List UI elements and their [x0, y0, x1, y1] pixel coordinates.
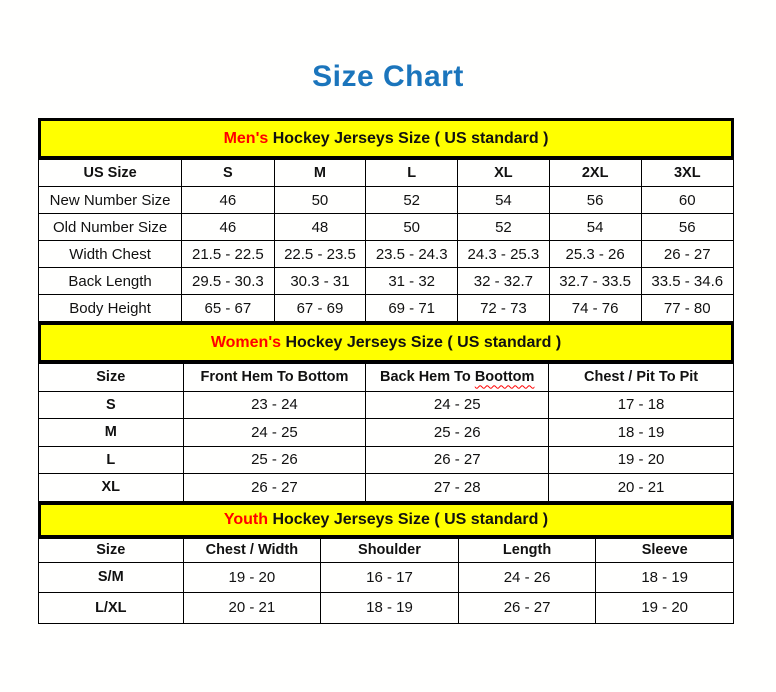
cell-value: 30.3 - 31: [274, 268, 366, 295]
cell-value: 18 - 19: [596, 562, 734, 593]
row-label: Width Chest: [39, 241, 182, 268]
header-row: [39, 538, 734, 562]
table-row: [39, 295, 734, 322]
cell-value: 60: [641, 187, 733, 214]
cell-value: 23 - 24: [183, 391, 366, 419]
table-row: [39, 268, 734, 295]
column-header: XL: [458, 160, 550, 187]
row-label: L: [39, 446, 184, 474]
column-header: Chest / Pit To Pit: [549, 364, 734, 392]
column-header: M: [274, 160, 366, 187]
row-label: L/XL: [39, 593, 184, 624]
row-label: Back Length: [39, 268, 182, 295]
cell-value: 69 - 71: [366, 295, 458, 322]
column-header: Chest / Width: [183, 538, 321, 562]
cell-value: 18 - 19: [321, 593, 459, 624]
cell-value: 18 - 19: [549, 419, 734, 447]
header-row: [39, 160, 734, 187]
cell-value: 46: [182, 187, 274, 214]
column-header: L: [366, 160, 458, 187]
column-header: 3XL: [641, 160, 733, 187]
column-header: [366, 364, 549, 392]
cell-value: 32.7 - 33.5: [549, 268, 641, 295]
cell-value: 25 - 26: [183, 446, 366, 474]
womens-band-text: Hockey Jerseys Size ( US standard ): [281, 334, 562, 351]
page-title: Size Chart: [312, 60, 464, 93]
cell-value: 17 - 18: [549, 391, 734, 419]
table-row: [39, 241, 734, 268]
cell-value: 50: [274, 187, 366, 214]
column-header: Size: [39, 364, 184, 392]
row-label: M: [39, 419, 184, 447]
size-chart: [38, 118, 734, 624]
column-header-text: Back Hem To: [380, 369, 475, 386]
cell-value: 72 - 73: [458, 295, 550, 322]
mens-size-table: [38, 159, 734, 322]
section-mens: [38, 118, 734, 322]
table-row: [39, 187, 734, 214]
womens-section-band: [38, 322, 734, 363]
youth-band-highlight: Youth: [223, 510, 268, 528]
cell-value: 19 - 20: [596, 593, 734, 624]
header-row: [39, 364, 734, 392]
row-label: S: [39, 391, 184, 419]
column-header: US Size: [39, 160, 182, 187]
column-header: S: [182, 160, 274, 187]
cell-value: 22.5 - 23.5: [274, 241, 366, 268]
cell-value: 29.5 - 30.3: [182, 268, 274, 295]
youth-band-text: Hockey Jerseys Size ( US standard ): [268, 510, 549, 528]
cell-value: 26 - 27: [641, 241, 733, 268]
cell-value: 19 - 20: [549, 446, 734, 474]
row-label: S/M: [39, 562, 184, 593]
mens-section-band: [38, 118, 734, 159]
cell-value: 26 - 27: [183, 474, 366, 502]
mens-band-highlight: Men's: [223, 130, 269, 147]
youth-size-table: [38, 538, 734, 624]
cell-value: 48: [274, 214, 366, 241]
table-row: [39, 562, 734, 593]
cell-value: 24 - 25: [183, 419, 366, 447]
section-womens: [38, 322, 734, 502]
cell-value: 46: [182, 214, 274, 241]
cell-value: 20 - 21: [549, 474, 734, 502]
cell-value: 24.3 - 25.3: [458, 241, 550, 268]
column-header: Sleeve: [596, 538, 734, 562]
cell-value: 54: [458, 187, 550, 214]
cell-value: 74 - 76: [549, 295, 641, 322]
cell-value: 52: [366, 187, 458, 214]
table-row: [39, 214, 734, 241]
cell-value: 19 - 20: [183, 562, 321, 593]
cell-value: 24 - 25: [366, 391, 549, 419]
section-youth: [38, 502, 734, 624]
youth-section-band: [38, 502, 734, 538]
cell-value: 21.5 - 22.5: [182, 241, 274, 268]
cell-value: 56: [641, 214, 733, 241]
cell-value: 26 - 27: [458, 593, 596, 624]
cell-value: 50: [366, 214, 458, 241]
column-header: Front Hem To Bottom: [183, 364, 366, 392]
cell-value: 33.5 - 34.6: [641, 268, 733, 295]
cell-value: 24 - 26: [458, 562, 596, 593]
row-label: XL: [39, 474, 184, 502]
womens-band-highlight: Women's: [210, 334, 282, 351]
cell-value: 65 - 67: [182, 295, 274, 322]
cell-value: 54: [549, 214, 641, 241]
womens-size-table: [38, 363, 734, 502]
cell-value: 25.3 - 26: [549, 241, 641, 268]
table-row: [39, 446, 734, 474]
column-header: Length: [458, 538, 596, 562]
table-row: [39, 474, 734, 502]
cell-value: 27 - 28: [366, 474, 549, 502]
cell-value: 31 - 32: [366, 268, 458, 295]
table-row: [39, 419, 734, 447]
mens-band-text: Hockey Jerseys Size ( US standard ): [268, 130, 549, 147]
column-header: Shoulder: [321, 538, 459, 562]
cell-value: 20 - 21: [183, 593, 321, 624]
table-row: [39, 593, 734, 624]
cell-value: 56: [549, 187, 641, 214]
column-header: Size: [39, 538, 184, 562]
cell-value: 52: [458, 214, 550, 241]
cell-value: 26 - 27: [366, 446, 549, 474]
table-row: [39, 391, 734, 419]
cell-value: 23.5 - 24.3: [366, 241, 458, 268]
cell-value: 67 - 69: [274, 295, 366, 322]
cell-value: 25 - 26: [366, 419, 549, 447]
cell-value: 16 - 17: [321, 562, 459, 593]
column-header: 2XL: [549, 160, 641, 187]
row-label: New Number Size: [39, 187, 182, 214]
row-label: Body Height: [39, 295, 182, 322]
cell-value: 77 - 80: [641, 295, 733, 322]
row-label: Old Number Size: [39, 214, 182, 241]
misspelled-word: Boottom: [474, 369, 535, 386]
cell-value: 32 - 32.7: [458, 268, 550, 295]
